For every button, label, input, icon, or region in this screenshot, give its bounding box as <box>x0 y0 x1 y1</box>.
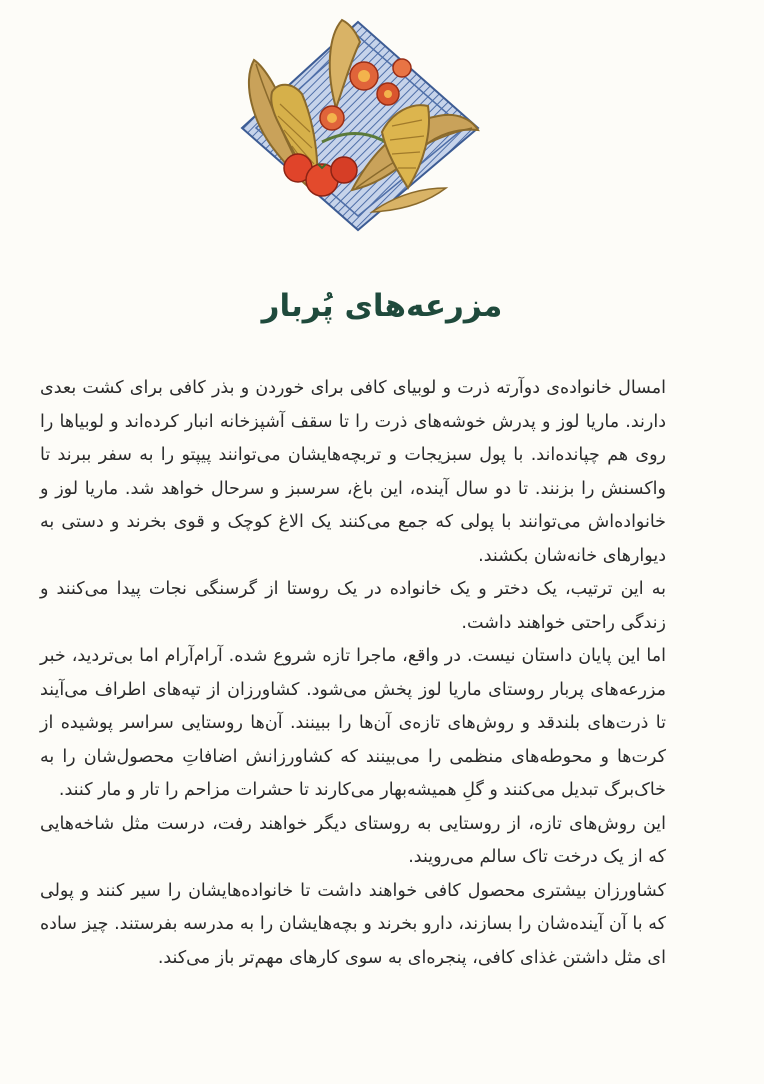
paragraph: این روش‌های تازه، از روستایی به روستای دیگر خواهند رفت، درست مثل شاخه‌هایی که از یک درخت تاک سالم می‌رویند. <box>40 813 666 867</box>
paragraph: به این ترتیب، یک دختر و یک خانواده در یک روستا از گرسنگی نجات پیدا می‌کنند و زندگی راحتی خواهند داشت. <box>40 579 666 633</box>
page-title: مزرعه‌های پُربار <box>261 288 503 324</box>
paragraph: امسال خانواده‌ی دوآرته ذرت و لوبیای کافی برای خوردن و بذر کافی برای کشت بعدی دارند. ماریا لوز و پدرش خوشه‌های ذرت را تا سقف آشپزخانه انبار کرده‌اند و لوبیاها را روی هم چپانده‌اند. با پول سبزیجات و تربچه‌هایشان می‌توانند پیپتو را به سفر ببرند تا واکسنش را بزنند. تا دو سال آینده، این باغ، سرسبز و سرحال خواهد شد. ماریا لوز و خانواده‌اش می‌توانند با پولی که جمع می‌کنند یک الاغ کوچک و قوی بخرند و دستی به دیوارهای خانه‌شان بکشند. <box>40 378 666 566</box>
harvest-illustration-svg <box>232 12 488 234</box>
paragraph: اما این پایان داستان نیست. در واقع، ماجرا تازه شروع شده. آرام‌آرام اما بی‌تردید، خبر مزرعه‌های پربار روستای ماریا لوز پخش می‌شود. کشاورزان از تپه‌های اطراف می‌آیند تا ذرت‌های بلندقد و روش‌های تازه‌ی آن‌ها را ببینند. آن‌ها روستایی سراسر پوشیده از کرت‌ها و محوطه‌های منظمی را می‌بینند که کشاورزانش اضافاتِ محصول‌شان را به خاک‌برگ تبدیل می‌کنند و گلِ همیشه‌بهار می‌کارند تا حشرات مزاحم را تار و مار کنند. <box>40 646 666 800</box>
harvest-illustration-icon <box>232 12 488 234</box>
paragraph: کشاورزان بیشتری محصول کافی خواهند داشت تا خانواده‌هایشان را سیر کنند و پولی که با آن آینده‌شان را بسازند، دارو بخرند و بچه‌هایشان را به مدرسه بفرستند. چیز ساده ای مثل داشتن غذای کافی، پنجره‌ای به سوی کارهای مهم‌تر باز می‌کند. <box>40 880 666 968</box>
body-text <box>40 372 666 975</box>
